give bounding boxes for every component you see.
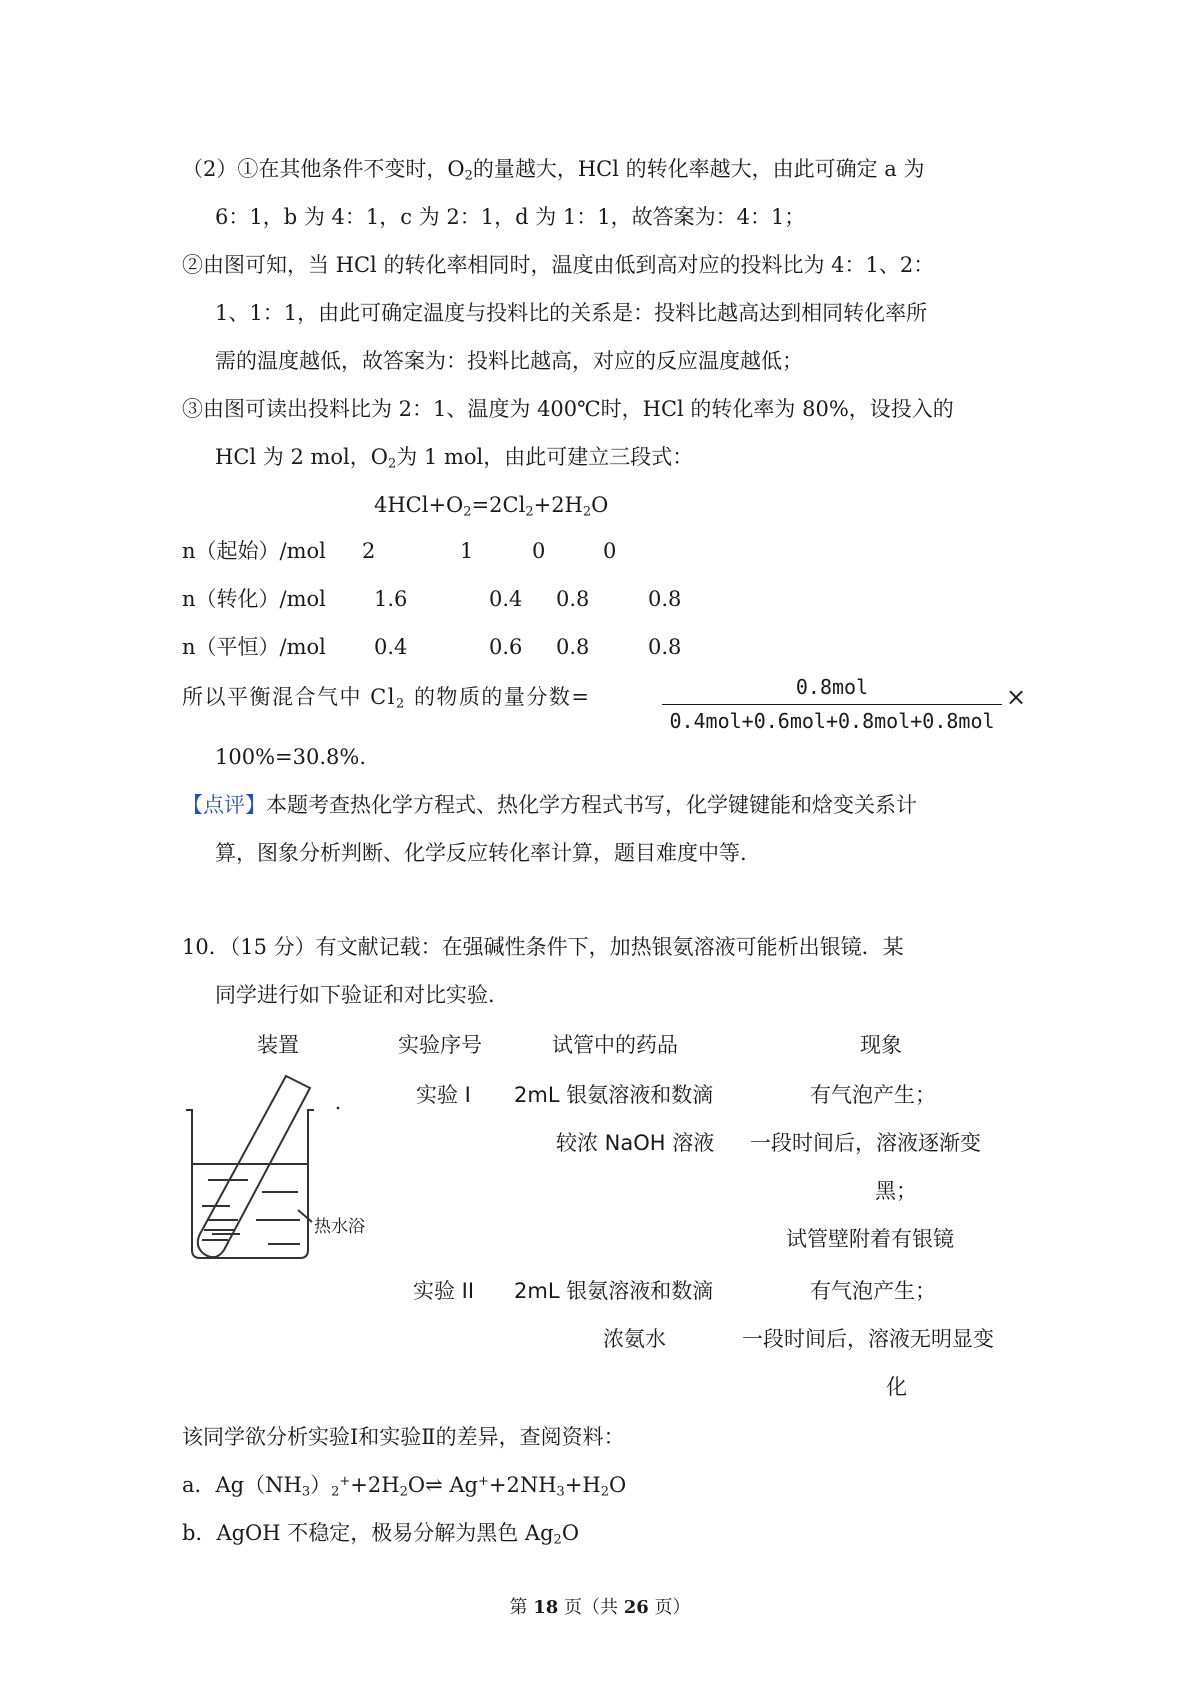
fraction-numerator: 0.8mol	[795, 675, 869, 699]
experiment-2-phenomenon-3: 化	[886, 1375, 907, 1399]
result-line: 100%=30.8%.	[215, 745, 367, 769]
times-sign: ×	[1006, 683, 1027, 711]
table-row-label: n（起始）/mol	[182, 539, 326, 563]
experiment-2-reagent-2: 浓氨水	[603, 1327, 666, 1351]
experiment-2-phenomenon-1: 有气泡产生；	[810, 1279, 936, 1303]
solution-line-7: HCl 为 2 mol，$O_2$为 1 mol，由此可建立三段式：	[215, 445, 694, 472]
experiment-1-id: 实验 I	[416, 1083, 471, 1107]
table-cell: 2	[362, 539, 376, 563]
table-cell: 0.4	[374, 635, 408, 659]
table-cell: 0.4	[489, 587, 523, 611]
table-cell: 0.8	[648, 587, 682, 611]
table-cell: 0.8	[556, 587, 590, 611]
table-row-label: n（转化）/mol	[182, 587, 326, 611]
header-reagents: 试管中的药品	[552, 1033, 678, 1057]
experiment-2-id: 实验 II	[413, 1279, 475, 1303]
comment-tag: 【点评】	[182, 793, 266, 817]
page-number: 18	[533, 1597, 559, 1618]
reference-a: a．$Ag(NH_3)_2^++2H_2O\rightleftharpoons$ $Ag^++2NH_3+H_2O$	[182, 1473, 627, 1500]
hot-water-bath-label: 热水浴	[314, 1217, 365, 1237]
table-cell: 0.8	[556, 635, 590, 659]
solution-line-2: 6：1，b 为 4：1，c 为 2：1，d 为 1：1，故答案为：4：1；	[215, 205, 806, 229]
experiment-1-phenomenon-2: 一段时间后，溶液逐渐变	[750, 1131, 981, 1155]
question-10-line-2: 同学进行如下验证和对比实验．	[215, 983, 509, 1007]
table-cell: 0	[603, 539, 617, 563]
experiment-1-phenomenon-1: 有气泡产生；	[810, 1083, 936, 1107]
experiment-2-phenomenon-2: 一段时间后，溶液无明显变	[742, 1327, 994, 1351]
solution-line-4: 1、1：1，由此可确定温度与投料比的关系是：投料比越高达到相同转化率所	[215, 301, 928, 325]
analysis-line: 该同学欲分析实验Ⅰ和实验Ⅱ的差异，查阅资料：	[182, 1425, 625, 1449]
table-row-label: n（平恒）/mol	[182, 635, 326, 659]
hot-water-bath-apparatus	[182, 1070, 412, 1270]
table-cell: 0	[532, 539, 546, 563]
comment-line-1: 【点评】本题考查热化学方程式、热化学方程式书写，化学键键能和焓变关系计	[182, 793, 917, 817]
table-cell: 1	[460, 539, 474, 563]
experiment-1-phenomenon-4: 试管壁附着有银镜	[786, 1227, 954, 1251]
table-cell: 0.6	[489, 635, 523, 659]
mole-fraction	[662, 674, 1002, 734]
fraction-denominator: 0.4mol+0.6mol+0.8mol+0.8mol	[669, 709, 995, 733]
solution-line-5: 需的温度越低，故答案为：投料比越高，对应的反应温度越低；	[215, 349, 803, 373]
page-total: 26	[623, 1597, 649, 1618]
experiment-1-reagent-2: 较浓 NaOH 溶液	[556, 1131, 715, 1155]
question-10-line-1: 10．（15 分）有文献记载：在强碱性条件下，加热银氨溶液可能析出银镜．某	[182, 935, 904, 959]
fraction-bar	[662, 704, 1002, 705]
solution-line-1: （2）①在其他条件不变时，$O_2$的量越大，HCl 的转化率越大，由此可确定 a 为	[182, 157, 925, 184]
table-cell: 0.8	[648, 635, 682, 659]
reaction-equation: $4HCl+O_2=2Cl_2+2H_2O$	[374, 493, 609, 520]
experiment-1-reagent-1: 2mL 银氨溶液和数滴	[514, 1083, 714, 1107]
reference-b: b．AgOH 不稳定，极易分解为黑色 $Ag_2O$	[182, 1521, 580, 1548]
header-apparatus: 装置	[257, 1033, 299, 1057]
experiment-1-phenomenon-3: 黑；	[875, 1179, 917, 1203]
experiment-2-reagent-1: 2mL 银氨溶液和数滴	[514, 1279, 714, 1303]
header-experiment-number: 实验序号	[398, 1033, 482, 1057]
header-phenomenon: 现象	[860, 1033, 902, 1057]
page-footer: 第 18 页（共 26 页）	[509, 1597, 691, 1618]
solution-line-3: ②由图可知，当 HCl 的转化率相同时，温度由低到高对应的投料比为 4：1、2：	[182, 253, 935, 277]
comment-line-2: 算，图象分析判断、化学反应转化率计算，题目难度中等.	[215, 841, 747, 865]
mole-fraction-lead: 所以平衡混合气中 $Cl_2$ 的物质的量分数=	[182, 685, 591, 712]
solution-line-6: ③由图可读出投料比为 2：1、温度为 400℃时，HCl 的转化率为 80%，设投入的	[182, 397, 954, 421]
table-cell: 1.6	[374, 587, 408, 611]
